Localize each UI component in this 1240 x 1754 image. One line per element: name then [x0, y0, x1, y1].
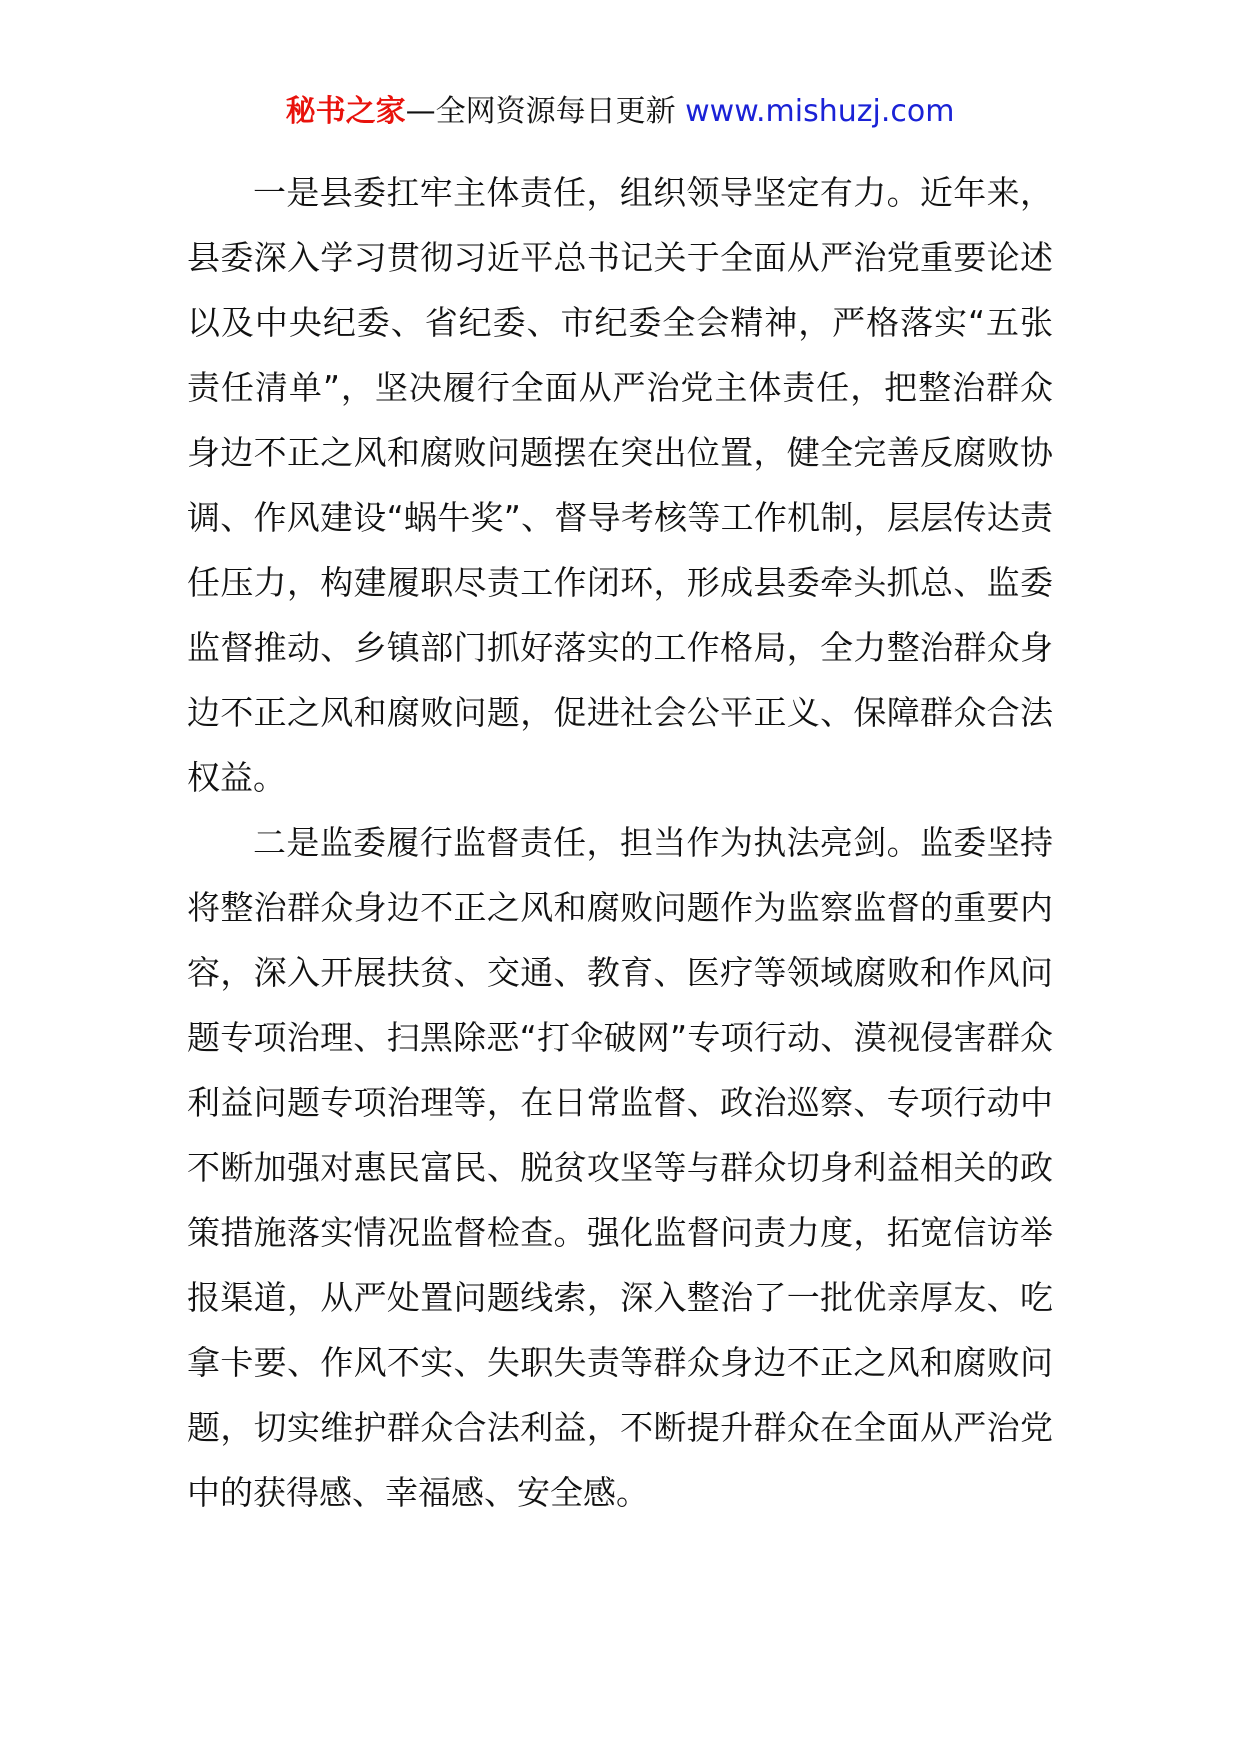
header-tagline: —全网资源每日更新 [405, 94, 676, 129]
page-header [0, 92, 1240, 132]
brand-name: 秘书之家 [285, 94, 406, 129]
paragraph-county-committee: 一是县委扛牢主体责任，组织领导坚定有力。近年来，县委深入学习贯彻习近平总书记关于全面从严治党重要论述以及中央纪委、省纪委、市纪委全会精神，严格落实“五张责任清单”，坚决履行全面从严治党主体责任，把整治群众身边不正之风和腐败问题摆在突出位置，健全完善反腐败协调、作风建设“蜗牛奖”、督导考核等工作机制，层层传达责任压力，构建履职尽责工作闭环，形成县委牵头抓总、监委监督推动、乡镇部门抓好落实的工作格局，全力整治群众身边不正之风和腐败问题，促进社会公平正义、保障群众合法权益。 [187, 173, 1053, 797]
paragraph-supervision-committee: 二是监委履行监督责任，担当作为执法亮剑。监委坚持将整治群众身边不正之风和腐败问题作为监察监督的重要内容，深入开展扶贫、交通、教育、医疗等领域腐败和作风问题专项治理、扫黑除恶“打伞破网”专项行动、漠视侵害群众利益问题专项治理等，在日常监督、政治巡察、专项行动中不断加强对惠民富民、脱贫攻坚等与群众切身利益相关的政策措施落实情况监督检查。强化监督问责力度，拓宽信访举报渠道，从严处置问题线索，深入整治了一批优亲厚友、吃拿卡要、作风不实、失职失责等群众身边不正之风和腐败问题，切实维护群众合法利益，不断提升群众在全面从严治党中的获得感、幸福感、安全感。 [187, 823, 1053, 1512]
document-body [187, 160, 1053, 1525]
website-link[interactable]: www.mishuzj.com [685, 94, 955, 129]
